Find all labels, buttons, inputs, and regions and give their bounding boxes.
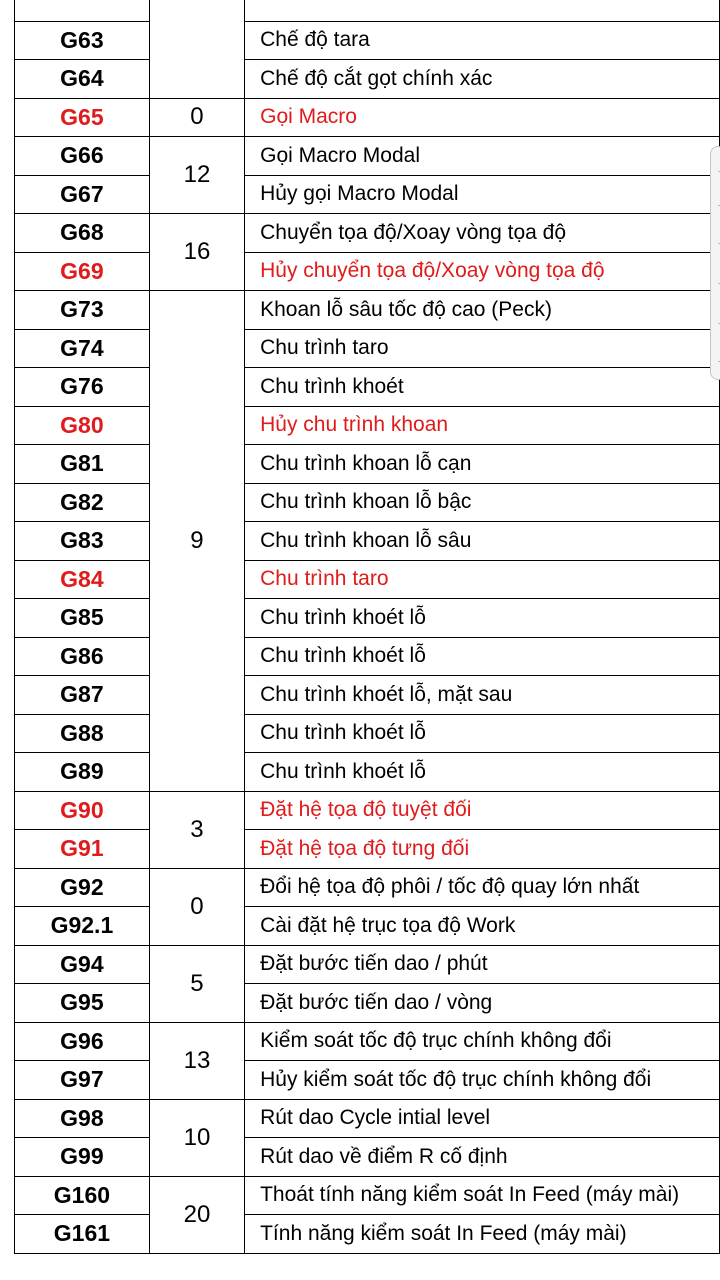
- description-cell: Chế độ tara: [245, 21, 720, 60]
- table-row: [15, 599, 720, 638]
- gcode-cell: G69: [15, 252, 150, 291]
- gcode-cell: G95: [15, 984, 150, 1023]
- gcode-cell: G91: [15, 830, 150, 869]
- gcode-cell: G83: [15, 522, 150, 561]
- table-row: [15, 252, 720, 291]
- description-cell: Hủy gọi Macro Modal: [245, 175, 720, 214]
- table-row: [15, 175, 720, 214]
- description-cell: Hủy kiểm soát tốc độ trục chính không đổi: [245, 1061, 720, 1100]
- gcode-cell: G96: [15, 1022, 150, 1061]
- description-cell: Rút dao Cycle intial level: [245, 1099, 720, 1138]
- group-cell: 10: [149, 1099, 244, 1176]
- group-cell: 16: [149, 214, 244, 291]
- gcode-cell: G99: [15, 1138, 150, 1177]
- description-cell: Hủy chu trình khoan: [245, 406, 720, 445]
- description-cell: Chế độ cắt gọt chính xác: [245, 60, 720, 99]
- gcode-cell: G73: [15, 291, 150, 330]
- description-cell: Chu trình khoét lỗ: [245, 753, 720, 792]
- gcode-cell: G92.1: [15, 907, 150, 946]
- description-cell: Chu trình khoét lỗ: [245, 599, 720, 638]
- description-cell: Đặt bước tiến dao / vòng: [245, 984, 720, 1023]
- description-cell: Tính năng kiểm soát In Feed (máy mài): [245, 1215, 720, 1254]
- gcode-cell: G98: [15, 1099, 150, 1138]
- description-cell: Kiểm soát tốc độ trục chính không đổi: [245, 1022, 720, 1061]
- gcode-cell: G84: [15, 560, 150, 599]
- gcode-cell: G92: [15, 868, 150, 907]
- table-row: [15, 753, 720, 792]
- gcode-cell: G74: [15, 329, 150, 368]
- group-cell: [149, 0, 244, 98]
- table-row: [15, 791, 720, 830]
- description-cell: Chu trình khoan lỗ sâu: [245, 522, 720, 561]
- table-row: [15, 98, 720, 137]
- description-cell: Chu trình taro: [245, 560, 720, 599]
- table-row: [15, 60, 720, 99]
- gcode-cell: G82: [15, 483, 150, 522]
- description-cell: Đặt bước tiến dao / phút: [245, 945, 720, 984]
- description-cell: Hủy chuyển tọa độ/Xoay vòng tọa độ: [245, 252, 720, 291]
- group-cell: 13: [149, 1022, 244, 1099]
- table-row: [15, 1138, 720, 1177]
- table-row: [15, 291, 720, 330]
- description-cell: [245, 0, 720, 21]
- gcode-cell: G160: [15, 1176, 150, 1215]
- description-cell: Chu trình khoan lỗ bậc: [245, 483, 720, 522]
- description-cell: Đặt hệ tọa độ tuyệt đối: [245, 791, 720, 830]
- gcode-table: [14, 0, 720, 1254]
- description-cell: Chu trình khoét lỗ: [245, 637, 720, 676]
- table-row: [15, 830, 720, 869]
- table-row: [15, 329, 720, 368]
- gcode-cell: G90: [15, 791, 150, 830]
- description-cell: Đặt hệ tọa độ tưng đối: [245, 830, 720, 869]
- table-row: [15, 1176, 720, 1215]
- gcode-cell: G86: [15, 637, 150, 676]
- gcode-cell: G87: [15, 676, 150, 715]
- description-cell: Gọi Macro: [245, 98, 720, 137]
- gcode-cell: G161: [15, 1215, 150, 1254]
- table-row: [15, 1022, 720, 1061]
- gcode-table-body: [15, 0, 720, 1253]
- table-row: [15, 0, 720, 21]
- table-row: [15, 1215, 720, 1254]
- table-row: [15, 483, 720, 522]
- gcode-cell: G67: [15, 175, 150, 214]
- table-row: [15, 137, 720, 176]
- table-row: [15, 984, 720, 1023]
- gcode-cell: G85: [15, 599, 150, 638]
- table-row: [15, 637, 720, 676]
- table-row: [15, 945, 720, 984]
- description-cell: Chu trình khoét lỗ, mặt sau: [245, 676, 720, 715]
- description-cell: Thoát tính năng kiểm soát In Feed (máy mài): [245, 1176, 720, 1215]
- group-cell: 0: [149, 868, 244, 945]
- table-row: [15, 214, 720, 253]
- description-cell: Chuyển tọa độ/Xoay vòng tọa độ: [245, 214, 720, 253]
- description-cell: Khoan lỗ sâu tốc độ cao (Peck): [245, 291, 720, 330]
- gcode-cell: G68: [15, 214, 150, 253]
- description-cell: Chu trình khoét: [245, 368, 720, 407]
- group-cell: 9: [149, 291, 244, 792]
- description-cell: Đổi hệ tọa độ phôi / tốc độ quay lớn nhất: [245, 868, 720, 907]
- table-row: [15, 21, 720, 60]
- gcode-cell: G88: [15, 714, 150, 753]
- table-row: [15, 522, 720, 561]
- table-row: [15, 1099, 720, 1138]
- gcode-cell: G76: [15, 368, 150, 407]
- gcode-cell: G94: [15, 945, 150, 984]
- gcode-cell: G63: [15, 21, 150, 60]
- group-cell: 12: [149, 137, 244, 214]
- table-row: [15, 714, 720, 753]
- table-row: [15, 907, 720, 946]
- group-cell: 20: [149, 1176, 244, 1253]
- gcode-cell: G81: [15, 445, 150, 484]
- description-cell: Chu trình khoan lỗ cạn: [245, 445, 720, 484]
- description-cell: Cài đặt hệ trục tọa độ Work: [245, 907, 720, 946]
- gcode-cell: G80: [15, 406, 150, 445]
- table-row: [15, 560, 720, 599]
- table-row: [15, 406, 720, 445]
- table-row: [15, 868, 720, 907]
- gcode-cell: G64: [15, 60, 150, 99]
- gcode-cell: G66: [15, 137, 150, 176]
- gcode-cell: G65: [15, 98, 150, 137]
- description-cell: Chu trình taro: [245, 329, 720, 368]
- table-row: [15, 676, 720, 715]
- table-row: [15, 445, 720, 484]
- scroll-handle[interactable]: [710, 146, 720, 380]
- group-cell: 0: [149, 98, 244, 137]
- description-cell: Chu trình khoét lỗ: [245, 714, 720, 753]
- gcode-cell: G97: [15, 1061, 150, 1100]
- group-cell: 5: [149, 945, 244, 1022]
- gcode-cell: G89: [15, 753, 150, 792]
- table-row: [15, 368, 720, 407]
- description-cell: Gọi Macro Modal: [245, 137, 720, 176]
- gcode-cell: [15, 0, 150, 21]
- description-cell: Rút dao về điểm R cố định: [245, 1138, 720, 1177]
- table-row: [15, 1061, 720, 1100]
- group-cell: 3: [149, 791, 244, 868]
